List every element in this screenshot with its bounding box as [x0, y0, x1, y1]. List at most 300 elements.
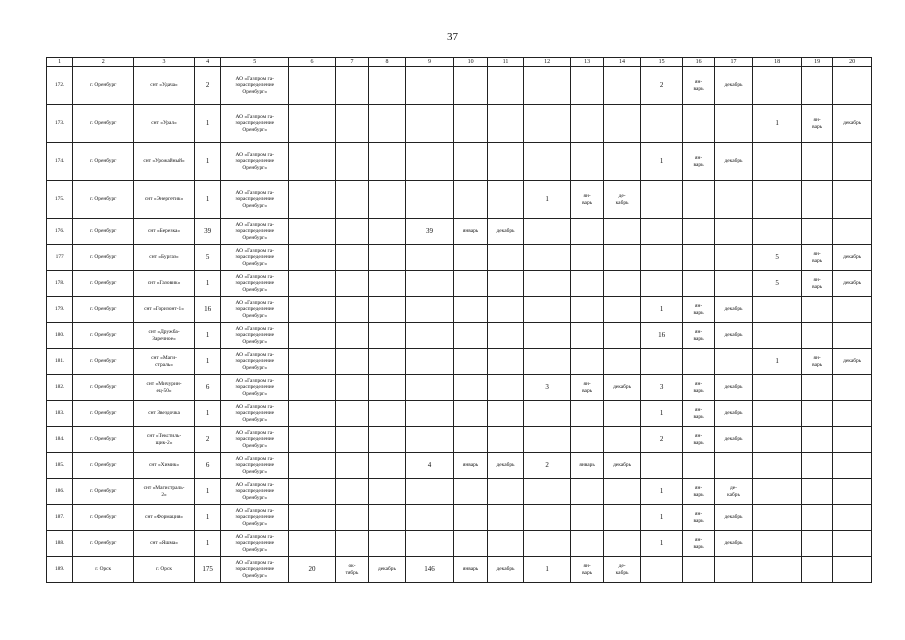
table-cell: АО «Газпром га- зораспределение Оренбург» — [221, 349, 289, 375]
table-cell: ян- варь — [683, 427, 714, 453]
table-cell: декабрь — [714, 375, 753, 401]
table-cell: 1 — [640, 143, 683, 181]
table-cell — [524, 67, 571, 105]
table-cell — [454, 297, 487, 323]
table-cell: АО «Газпром га- зораспределение Оренбург» — [221, 143, 289, 181]
table-cell — [289, 505, 336, 531]
table-cell — [524, 427, 571, 453]
table-cell — [335, 219, 368, 245]
table-cell — [570, 219, 603, 245]
table-cell: декабрь — [833, 105, 872, 143]
table-cell — [833, 479, 872, 505]
table-cell: ок- тябрь — [335, 557, 368, 583]
table-cell — [683, 453, 714, 479]
column-number-header: 16 — [683, 58, 714, 67]
table-cell: АО «Газпром га- зораспределение Оренбург» — [221, 453, 289, 479]
column-number-header: 2 — [73, 58, 134, 67]
table-cell — [289, 143, 336, 181]
table-cell — [454, 245, 487, 271]
table-cell — [753, 143, 802, 181]
table-cell: 4 — [405, 453, 454, 479]
table-cell — [405, 245, 454, 271]
table-cell: 6 — [194, 375, 220, 401]
table-cell: ян- варь — [683, 67, 714, 105]
table-cell — [753, 67, 802, 105]
table-cell: г. Оренбург — [73, 375, 134, 401]
table-cell: 1 — [194, 531, 220, 557]
table-cell: 179. — [47, 297, 73, 323]
table-cell — [570, 67, 603, 105]
table-cell — [604, 143, 640, 181]
table-cell — [487, 375, 523, 401]
table-cell — [753, 375, 802, 401]
table-cell: снт «Формация» — [134, 505, 195, 531]
table-cell — [289, 297, 336, 323]
table-cell: снт «Дружба- Заречное» — [134, 323, 195, 349]
table-cell — [454, 323, 487, 349]
table-row — [47, 557, 872, 583]
table-cell: АО «Газпром га- зораспределение Оренбург» — [221, 505, 289, 531]
table-cell — [335, 401, 368, 427]
table-cell — [524, 505, 571, 531]
table-cell: 5 — [753, 271, 802, 297]
table-cell — [833, 557, 872, 583]
table-cell — [604, 479, 640, 505]
table-cell — [833, 375, 872, 401]
column-number-header: 9 — [405, 58, 454, 67]
table-cell: 16 — [194, 297, 220, 323]
table-cell — [714, 181, 753, 219]
table-cell: снт «Бургаз» — [134, 245, 195, 271]
table-cell — [335, 505, 368, 531]
table-cell — [570, 105, 603, 143]
table-cell — [487, 427, 523, 453]
table-cell: январь — [454, 557, 487, 583]
table-cell: 184. — [47, 427, 73, 453]
table-cell — [524, 105, 571, 143]
table-cell — [405, 297, 454, 323]
table-cell: 1 — [194, 479, 220, 505]
table-cell — [405, 105, 454, 143]
table-cell — [524, 297, 571, 323]
table-cell — [714, 271, 753, 297]
table-cell — [570, 531, 603, 557]
table-cell: 189. — [47, 557, 73, 583]
table-cell — [369, 505, 405, 531]
table-cell — [454, 105, 487, 143]
table-cell: ян- варь — [801, 245, 832, 271]
table-cell — [487, 105, 523, 143]
table-cell — [604, 297, 640, 323]
table-cell — [405, 349, 454, 375]
table-cell — [753, 531, 802, 557]
table-cell: г. Оренбург — [73, 531, 134, 557]
table-cell: снт «Текстиль- щик-2» — [134, 427, 195, 453]
table-row — [47, 375, 872, 401]
table-cell — [405, 323, 454, 349]
table-cell — [833, 505, 872, 531]
table-cell — [289, 453, 336, 479]
table-cell — [289, 427, 336, 453]
table-cell: де- кабрь — [604, 557, 640, 583]
table-cell: снт «Химик» — [134, 453, 195, 479]
table-cell: 1 — [640, 505, 683, 531]
table-cell: г. Оренбург — [73, 427, 134, 453]
column-number-header: 4 — [194, 58, 220, 67]
column-number-header: 1 — [47, 58, 73, 67]
table-cell — [640, 453, 683, 479]
table-cell: 181. — [47, 349, 73, 375]
table-cell — [714, 453, 753, 479]
table-cell: де- кабрь — [714, 479, 753, 505]
table-cell: г. Оренбург — [73, 271, 134, 297]
table-cell — [369, 427, 405, 453]
table-cell — [289, 219, 336, 245]
table-cell: АО «Газпром га- зораспределение Оренбург» — [221, 181, 289, 219]
table-cell — [753, 505, 802, 531]
table-cell: декабрь — [714, 323, 753, 349]
table-cell — [753, 479, 802, 505]
table-cell: ян- варь — [683, 323, 714, 349]
table-cell: г. Оренбург — [73, 505, 134, 531]
table-cell — [833, 219, 872, 245]
table-cell — [335, 245, 368, 271]
table-cell — [335, 427, 368, 453]
table-cell: АО «Газпром га- зораспределение Оренбург» — [221, 67, 289, 105]
table-cell: АО «Газпром га- зораспределение Оренбург» — [221, 557, 289, 583]
table-cell: 174. — [47, 143, 73, 181]
table-row — [47, 245, 872, 271]
table-cell — [405, 375, 454, 401]
table-cell: 5 — [753, 245, 802, 271]
table-row — [47, 219, 872, 245]
table-cell: 1 — [194, 505, 220, 531]
table-cell — [524, 271, 571, 297]
table-cell — [405, 181, 454, 219]
table-cell — [683, 245, 714, 271]
table-cell — [801, 479, 832, 505]
table-cell — [640, 105, 683, 143]
table-cell — [335, 323, 368, 349]
table-cell — [833, 181, 872, 219]
table-cell: 1 — [640, 531, 683, 557]
table-cell — [833, 297, 872, 323]
table-cell — [640, 271, 683, 297]
table-cell — [369, 375, 405, 401]
table-cell: АО «Газпром га- зораспределение Оренбург» — [221, 271, 289, 297]
table-cell — [604, 349, 640, 375]
table-cell: 182. — [47, 375, 73, 401]
table-cell — [801, 427, 832, 453]
column-number-header: 13 — [570, 58, 603, 67]
table-cell — [405, 427, 454, 453]
table-cell — [405, 531, 454, 557]
table-cell — [640, 245, 683, 271]
table-cell: снт «Магистраль- 2» — [134, 479, 195, 505]
table-cell: 172. — [47, 67, 73, 105]
table-cell: АО «Газпром га- зораспределение Оренбург» — [221, 401, 289, 427]
table-cell: ян- варь — [570, 557, 603, 583]
table-row — [47, 531, 872, 557]
table-cell: 1 — [194, 401, 220, 427]
column-number-header: 17 — [714, 58, 753, 67]
table-cell — [833, 531, 872, 557]
table-cell: декабрь — [714, 67, 753, 105]
table-cell: декабрь — [487, 557, 523, 583]
table-cell: 20 — [289, 557, 336, 583]
table-cell: 187. — [47, 505, 73, 531]
table-cell: АО «Газпром га- зораспределение Оренбург» — [221, 297, 289, 323]
table-cell — [604, 219, 640, 245]
table-cell: 1 — [194, 143, 220, 181]
table-cell — [640, 557, 683, 583]
column-number-header: 8 — [369, 58, 405, 67]
table-row — [47, 143, 872, 181]
table-cell — [570, 505, 603, 531]
table-cell — [570, 297, 603, 323]
table-cell — [801, 531, 832, 557]
table-cell — [801, 505, 832, 531]
table-cell — [335, 453, 368, 479]
table-cell — [753, 219, 802, 245]
table-cell: 6 — [194, 453, 220, 479]
table-cell: 1 — [753, 349, 802, 375]
table-cell — [570, 245, 603, 271]
table-cell: январь — [570, 453, 603, 479]
table-cell — [335, 181, 368, 219]
table-cell — [454, 505, 487, 531]
table-cell: 175. — [47, 181, 73, 219]
table-cell: г. Оренбург — [73, 67, 134, 105]
table-cell — [369, 349, 405, 375]
table-cell: ян- варь — [683, 375, 714, 401]
table-cell: г. Оренбург — [73, 181, 134, 219]
table-cell: снт «Урожайный» — [134, 143, 195, 181]
table-cell — [335, 271, 368, 297]
table-cell: ян- варь — [801, 105, 832, 143]
table-cell — [753, 453, 802, 479]
table-cell — [289, 271, 336, 297]
table-cell: снт Звездочка — [134, 401, 195, 427]
table-cell — [369, 297, 405, 323]
table-cell — [369, 323, 405, 349]
table-cell: декабрь — [714, 427, 753, 453]
table-cell: снт «Урал» — [134, 105, 195, 143]
table-cell: АО «Газпром га- зораспределение Оренбург» — [221, 427, 289, 453]
table-cell: 39 — [194, 219, 220, 245]
table-cell: снт «Горизонт-1» — [134, 297, 195, 323]
table-cell: декабрь — [369, 557, 405, 583]
table-cell — [640, 181, 683, 219]
table-cell — [405, 505, 454, 531]
table-cell — [801, 375, 832, 401]
table-row — [47, 271, 872, 297]
table-cell: декабрь — [604, 375, 640, 401]
table-cell: 1 — [640, 297, 683, 323]
table-cell: декабрь — [714, 401, 753, 427]
table-cell — [683, 105, 714, 143]
table-cell — [335, 531, 368, 557]
table-cell — [487, 323, 523, 349]
column-number-header: 15 — [640, 58, 683, 67]
table-cell — [604, 323, 640, 349]
table-cell: АО «Газпром га- зораспределение Оренбург» — [221, 245, 289, 271]
table-cell — [683, 557, 714, 583]
table-cell — [454, 67, 487, 105]
table-row — [47, 453, 872, 479]
table-cell — [640, 349, 683, 375]
gasification-schedule-table — [46, 57, 872, 583]
table-cell: декабрь — [714, 297, 753, 323]
table-cell — [683, 219, 714, 245]
table-cell — [524, 143, 571, 181]
table-cell: г. Оренбург — [73, 105, 134, 143]
table-cell: г. Оренбург — [73, 323, 134, 349]
table-cell: 1 — [194, 105, 220, 143]
table-cell — [524, 323, 571, 349]
table-cell: декабрь — [487, 453, 523, 479]
table-cell: ян- варь — [683, 479, 714, 505]
table-cell — [570, 323, 603, 349]
table-cell — [454, 143, 487, 181]
table-cell — [454, 531, 487, 557]
table-cell: январь — [454, 453, 487, 479]
table-cell: декабрь — [714, 505, 753, 531]
table-cell: снт «Газовик» — [134, 271, 195, 297]
table-cell: снт «Березка» — [134, 219, 195, 245]
table-cell — [801, 557, 832, 583]
table-cell — [335, 349, 368, 375]
table-cell — [604, 67, 640, 105]
table-cell: 177 — [47, 245, 73, 271]
table-cell — [487, 245, 523, 271]
table-cell: г. Оренбург — [73, 349, 134, 375]
table-cell — [454, 181, 487, 219]
table-cell: 188. — [47, 531, 73, 557]
table-cell — [801, 401, 832, 427]
table-cell — [487, 181, 523, 219]
table-cell: ян- варь — [570, 375, 603, 401]
table-cell — [801, 143, 832, 181]
page-number: 37 — [447, 31, 458, 43]
table-cell — [289, 375, 336, 401]
table-cell: декабрь — [714, 143, 753, 181]
table-cell: 176. — [47, 219, 73, 245]
table-cell: 2 — [524, 453, 571, 479]
table-cell: 186. — [47, 479, 73, 505]
table-cell — [801, 181, 832, 219]
table-row — [47, 297, 872, 323]
table-cell — [289, 181, 336, 219]
table-cell — [405, 67, 454, 105]
table-cell — [369, 401, 405, 427]
table-cell — [289, 479, 336, 505]
table-cell — [487, 401, 523, 427]
table-cell — [570, 143, 603, 181]
table-cell — [833, 427, 872, 453]
table-cell — [604, 401, 640, 427]
table-cell — [683, 181, 714, 219]
table-cell: АО «Газпром га- зораспределение Оренбург» — [221, 105, 289, 143]
table-cell: снт «Энергетик» — [134, 181, 195, 219]
table-cell — [570, 427, 603, 453]
table-cell — [753, 401, 802, 427]
table-row — [47, 427, 872, 453]
table-cell — [405, 143, 454, 181]
table-cell — [833, 323, 872, 349]
table-cell — [405, 479, 454, 505]
table-cell — [369, 105, 405, 143]
table-cell: 180. — [47, 323, 73, 349]
table-cell: г. Орск — [73, 557, 134, 583]
column-number-header: 11 — [487, 58, 523, 67]
column-number-header: 18 — [753, 58, 802, 67]
column-number-header: 14 — [604, 58, 640, 67]
table-cell — [570, 349, 603, 375]
table-cell: ян- варь — [570, 181, 603, 219]
table-cell: ян- варь — [683, 505, 714, 531]
table-cell — [714, 105, 753, 143]
table-cell — [833, 401, 872, 427]
table-cell — [369, 67, 405, 105]
table-cell: АО «Газпром га- зораспределение Оренбург» — [221, 531, 289, 557]
table-cell — [405, 401, 454, 427]
table-cell: АО «Газпром га- зораспределение Оренбург» — [221, 375, 289, 401]
table-cell: снт «Яшма» — [134, 531, 195, 557]
table-cell — [640, 219, 683, 245]
table-cell — [369, 453, 405, 479]
table-cell: ян- варь — [683, 531, 714, 557]
table-cell — [335, 479, 368, 505]
table-cell — [369, 245, 405, 271]
table-cell — [369, 143, 405, 181]
column-number-header: 3 — [134, 58, 195, 67]
table-cell: декабрь — [833, 349, 872, 375]
table-cell — [604, 271, 640, 297]
table-cell — [335, 105, 368, 143]
table-cell — [570, 401, 603, 427]
table-row — [47, 105, 872, 143]
table-cell — [289, 323, 336, 349]
table-cell — [604, 245, 640, 271]
table-cell — [683, 349, 714, 375]
table-cell — [454, 375, 487, 401]
table-cell — [604, 105, 640, 143]
table-cell: декабрь — [714, 531, 753, 557]
table-cell: 16 — [640, 323, 683, 349]
table-cell: 175 — [194, 557, 220, 583]
table-cell — [753, 323, 802, 349]
table-cell — [753, 297, 802, 323]
table-cell — [454, 271, 487, 297]
table-cell: 2 — [194, 427, 220, 453]
table-cell: ян- варь — [683, 401, 714, 427]
table-cell — [289, 401, 336, 427]
table-cell: г. Оренбург — [73, 219, 134, 245]
table-cell — [369, 219, 405, 245]
table-cell: ян- варь — [683, 297, 714, 323]
table-cell — [487, 271, 523, 297]
table-cell — [487, 297, 523, 323]
table-cell: 1 — [640, 479, 683, 505]
table-cell — [289, 67, 336, 105]
table-cell: 2 — [640, 67, 683, 105]
table-cell: 146 — [405, 557, 454, 583]
table-cell — [487, 505, 523, 531]
table-cell — [833, 143, 872, 181]
table-cell — [524, 219, 571, 245]
table-cell — [801, 67, 832, 105]
